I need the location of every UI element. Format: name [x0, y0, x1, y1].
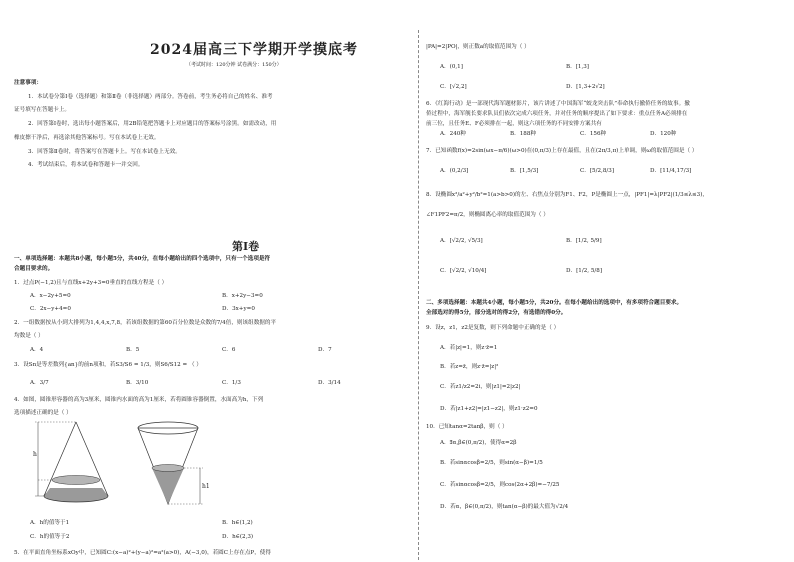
q4-option-a: A．h的值等于1: [30, 520, 70, 526]
note-line: 3．回答第Ⅱ卷时，将答案写在答题卡上。写在本试卷上无效。: [28, 149, 181, 155]
q5-option-c: C．[√2,2]: [440, 84, 467, 90]
q7-stem: 7．已知函数f(x)=2sin(ωx−π/6)(ω>0)在(0,π/3)上存在最值，且在(2π/3,π)上单调，则ω的取值范围是（ ）: [426, 148, 698, 154]
q1-option-d: D．3x+y=0: [222, 306, 255, 312]
q7-option-d: D．[11/4,17/3]: [650, 168, 692, 174]
q1-option-c: C．2x−y+4=0: [30, 306, 71, 312]
cone-figure: [30, 418, 210, 510]
note-line: 证号填写在答题卡上。: [14, 107, 70, 113]
q2-option-b: B．5: [126, 347, 140, 353]
column-divider: [418, 30, 419, 560]
notes-header: 注意事项：: [14, 80, 42, 86]
q5-option-b: B．[1,3]: [566, 64, 589, 70]
q10-option-b: B．若sinαcosβ=2/5，则sin(α−β)=1/5: [440, 460, 543, 466]
q8-stem-cont: ∠F1PF2=π/2，则椭圆离心率的取值范围为（ ）: [426, 212, 549, 218]
q2-stem: 2．一组数据按从小到大排列为1,4,4,x,7,8，若该组数据的第60百分位数是众数的7/4倍，则该组数据的平: [14, 320, 277, 326]
q4-stem-cont: 选项描述正确的是（ ）: [14, 410, 72, 416]
q4-option-d: D．h∈(2,3): [222, 534, 254, 540]
q4-option-b: B．h∈(1,2): [222, 520, 253, 526]
label-h1: h1: [202, 483, 210, 490]
q5-stem-cont: |PA|=2|PO|，则正数a的取值范围为（ ）: [426, 44, 530, 50]
q4-stem: 4．如图，圆锥形容器的高为3厘米，圆锥内水面的高为1厘米，若将圆锥容器倒置，水面高为h，下列: [14, 397, 264, 403]
q10-stem: 10．已知tanα=2tanβ，则（ ）: [426, 424, 508, 430]
part1-header: 一、单项选择题：本题共8小题，每小题5分，共40分，在每小题给出的四个选项中，只有一个选项是符: [14, 256, 271, 262]
q6-option-c: C．156种: [580, 131, 607, 137]
upright-cone: [33, 422, 108, 502]
q7-option-a: A．(0,2/3]: [440, 168, 469, 174]
q5-option-d: D．[1,3+2√2]: [566, 84, 605, 90]
q4-option-c: C．h的值等于2: [30, 534, 70, 540]
q7-option-b: B．[1,5/3]: [510, 168, 539, 174]
note-line: 4．考试结束后，将本试卷和答题卡一并交回。: [28, 162, 144, 168]
q3-option-a: A．3/7: [30, 380, 49, 386]
q10-option-c: C．若sinαcosβ=2/5，则cos(2α+2β)=−7/25: [440, 482, 560, 488]
q5-stem: 5．在平面直角坐标系xOy中，已知圆C:(x−a)²+(y−a)²=a²(a>0)，A(−3,0)，若圆C上存在点P，使得: [14, 550, 271, 556]
q3-option-c: C．1/3: [222, 380, 241, 386]
part1-header-cont: 合题目要求的。: [14, 266, 54, 272]
q8-option-c: C．[√2/2, √10/4]: [440, 268, 487, 274]
section-title: 第Ⅰ卷: [232, 240, 260, 253]
q8-option-d: D．[1/2, 5/8]: [566, 268, 603, 274]
q3-option-d: D．3/14: [318, 380, 341, 386]
part2-header: 二、多项选择题：本题共4小题，每小题5分，共20分。在每小题给出的选项中，有多项符合题目要求。: [426, 300, 683, 306]
note-line: 1．本试卷分第Ⅰ卷（选择题）和第Ⅱ卷（非选择题）两部分。答卷前，考生务必将自己的姓名、准考: [28, 94, 273, 100]
q6-option-a: A．240种: [440, 131, 466, 137]
page-title: 2024届高三下学期开学摸底考: [150, 42, 358, 58]
q8-stem: 8．设椭圆x²/a²+y²/b²=1(a>b>0)的左、右焦点分别为F1、F2，P是椭圆上一点，|PF1|=λ|PF2|(1/3≤λ≤3)，: [426, 192, 708, 198]
label-h: h: [33, 451, 37, 458]
q8-option-b: B．[1/2, 5/9]: [566, 238, 602, 244]
note-line: 橡皮擦干净后，再选涂其他答案标号。写在本试卷上无效。: [14, 135, 160, 141]
q9-option-d: D．若|z1+z2|=|z1−z2|，则z1·z2=0: [440, 406, 538, 412]
q6-option-b: B．188种: [510, 131, 536, 137]
note-line: 2．回答第Ⅰ卷时，选出每小题答案后，用2B铅笔把答题卡上对应题目的答案标号涂黑。如需改动，用: [28, 121, 277, 127]
q2-option-d: D．7: [318, 347, 332, 353]
q10-option-d: D．若α，β∈(0,π/2)，则tan(α−β)的最大值为√2/4: [440, 504, 569, 510]
q2-option-a: A．4: [30, 347, 44, 353]
q3-stem: 3．设Sn是等差数列{an}的前n项和，若S3/S6 = 1/3，则S6/S12 = （ ）: [14, 362, 202, 368]
q1-option-b: B．x+2y−3=0: [222, 293, 263, 299]
q9-option-a: A．若|z|=1，则z·z̄=1: [440, 345, 498, 351]
q6-option-d: D．120种: [650, 131, 677, 137]
inverted-cone: [138, 422, 210, 504]
q10-option-a: A．∃α,β∈(0,π/2)，使得α=2β: [440, 440, 517, 446]
q9-stem: 9．设z，z1，z2是复数，则下列命题中正确的是（ ）: [426, 325, 560, 331]
q6-stem-cont: 侨过程中，海军舰长要求队员们依次完成六项任务，并对任务的顺序提出了如下要求：重点任务A必须排在: [426, 111, 688, 117]
q3-option-b: B．3/10: [126, 380, 149, 386]
q2-stem-cont: 均数是（ ）: [14, 333, 44, 339]
q6-stem-cont2: 前三位，且任务E、F必须排在一起，则这六项任务的不同安排方案共有: [426, 121, 602, 127]
exam-info: （考试时间：120分钟 试卷满分：150分）: [186, 62, 282, 68]
part2-header-cont: 全部选对的得5分，部分选对的得2分，有选错的得0分。: [426, 310, 567, 316]
q9-option-c: C．若z1/z2=2i，则|z1|=2|z2|: [440, 384, 521, 390]
q2-option-c: C．6: [222, 347, 236, 353]
q5-option-a: A．(0,1]: [440, 64, 463, 70]
q1-stem: 1．过点P(−1,2)且与直线x+2y+3=0垂直的直线方程是（ ）: [14, 280, 168, 286]
q9-option-b: B．若z=z̄，则z·z̄=|z|²: [440, 364, 499, 370]
q8-option-a: A．[√2/2, √5/3]: [440, 238, 483, 244]
q7-option-c: C．[5/2,8/3]: [580, 168, 615, 174]
q6-stem: 6．《红海行动》是一部现代海军题材影片，该片讲述了中国海军“蛟龙突击队”奉命执行撤侨任务的故事。撤: [426, 101, 690, 107]
q1-option-a: A．x−2y+5=0: [30, 293, 71, 299]
